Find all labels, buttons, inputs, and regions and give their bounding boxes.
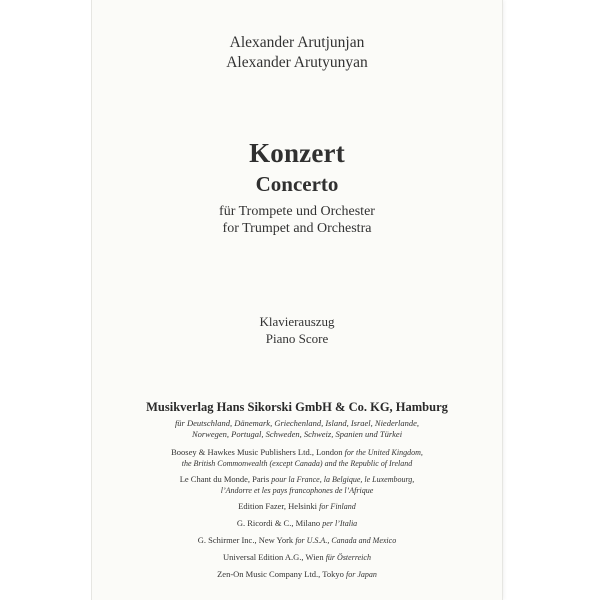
agent-universal-edition: [92, 552, 502, 562]
agent-name: Universal Edition A.G., Wien: [223, 552, 324, 562]
agent-region: for Finland: [319, 502, 356, 511]
agent-name: Edition Fazer, Helsinki: [238, 501, 317, 511]
agent-name: Zen-On Music Company Ltd., Tokyo: [217, 569, 344, 579]
agent-region: für Österreich: [325, 553, 371, 562]
agent-fazer: [92, 501, 502, 511]
score-cover-page: [92, 0, 502, 600]
agent-name: G. Ricordi & C., Milano: [236, 518, 321, 528]
agent-region: per l’Italia: [322, 519, 358, 528]
instrumentation-german: für Trompete und Orchester: [219, 204, 375, 219]
publisher-territories-1: für Deutschland, Dänemark, Griechenland, Island, Israel, Niederlande,: [174, 418, 420, 428]
agent-chant-du-monde: [92, 474, 502, 484]
agent-chant-du-monde-region: l’Andorre et les pays francophones de l’Afrique: [220, 486, 374, 495]
publisher-territories-2: Norwegen, Portugal, Schweden, Schweiz, Spanien und Türkei: [191, 429, 403, 439]
agent-boosey-hawkes-region: the British Commonwealth (except Canada) and the Republic of Ireland: [181, 459, 413, 468]
agent-region: for U.S.A., Canada and Mexico: [295, 536, 397, 545]
agent-name: Le Chant du Monde, Paris: [179, 474, 270, 484]
edition-german: Klavierauszug: [259, 314, 335, 329]
title-english: Concerto: [255, 172, 339, 196]
agent-boosey-hawkes: [92, 447, 502, 457]
instrumentation-english: for Trumpet and Orchestra: [222, 221, 372, 236]
agent-name: G. Schirmer Inc., New York: [197, 535, 294, 545]
agent-ricordi: [92, 518, 502, 528]
composer-name-german: Alexander Arutjunjan: [229, 34, 365, 51]
agent-zen-on: [92, 569, 502, 579]
agent-region: for Japan: [345, 570, 377, 579]
title-german: Konzert: [249, 138, 345, 168]
edition-english: Piano Score: [265, 331, 329, 346]
agent-region: for the United Kingdom,: [344, 448, 423, 457]
publisher-name: Musikverlag Hans Sikorski GmbH & Co. KG, Hamburg: [146, 400, 448, 414]
agent-schirmer: [92, 535, 502, 545]
agent-name: Boosey & Hawkes Music Publishers Ltd., London: [171, 447, 343, 457]
composer-name-english: Alexander Arutyunyan: [226, 54, 368, 71]
agent-region: pour la France, la Belgique, le Luxembourg,: [271, 475, 415, 484]
